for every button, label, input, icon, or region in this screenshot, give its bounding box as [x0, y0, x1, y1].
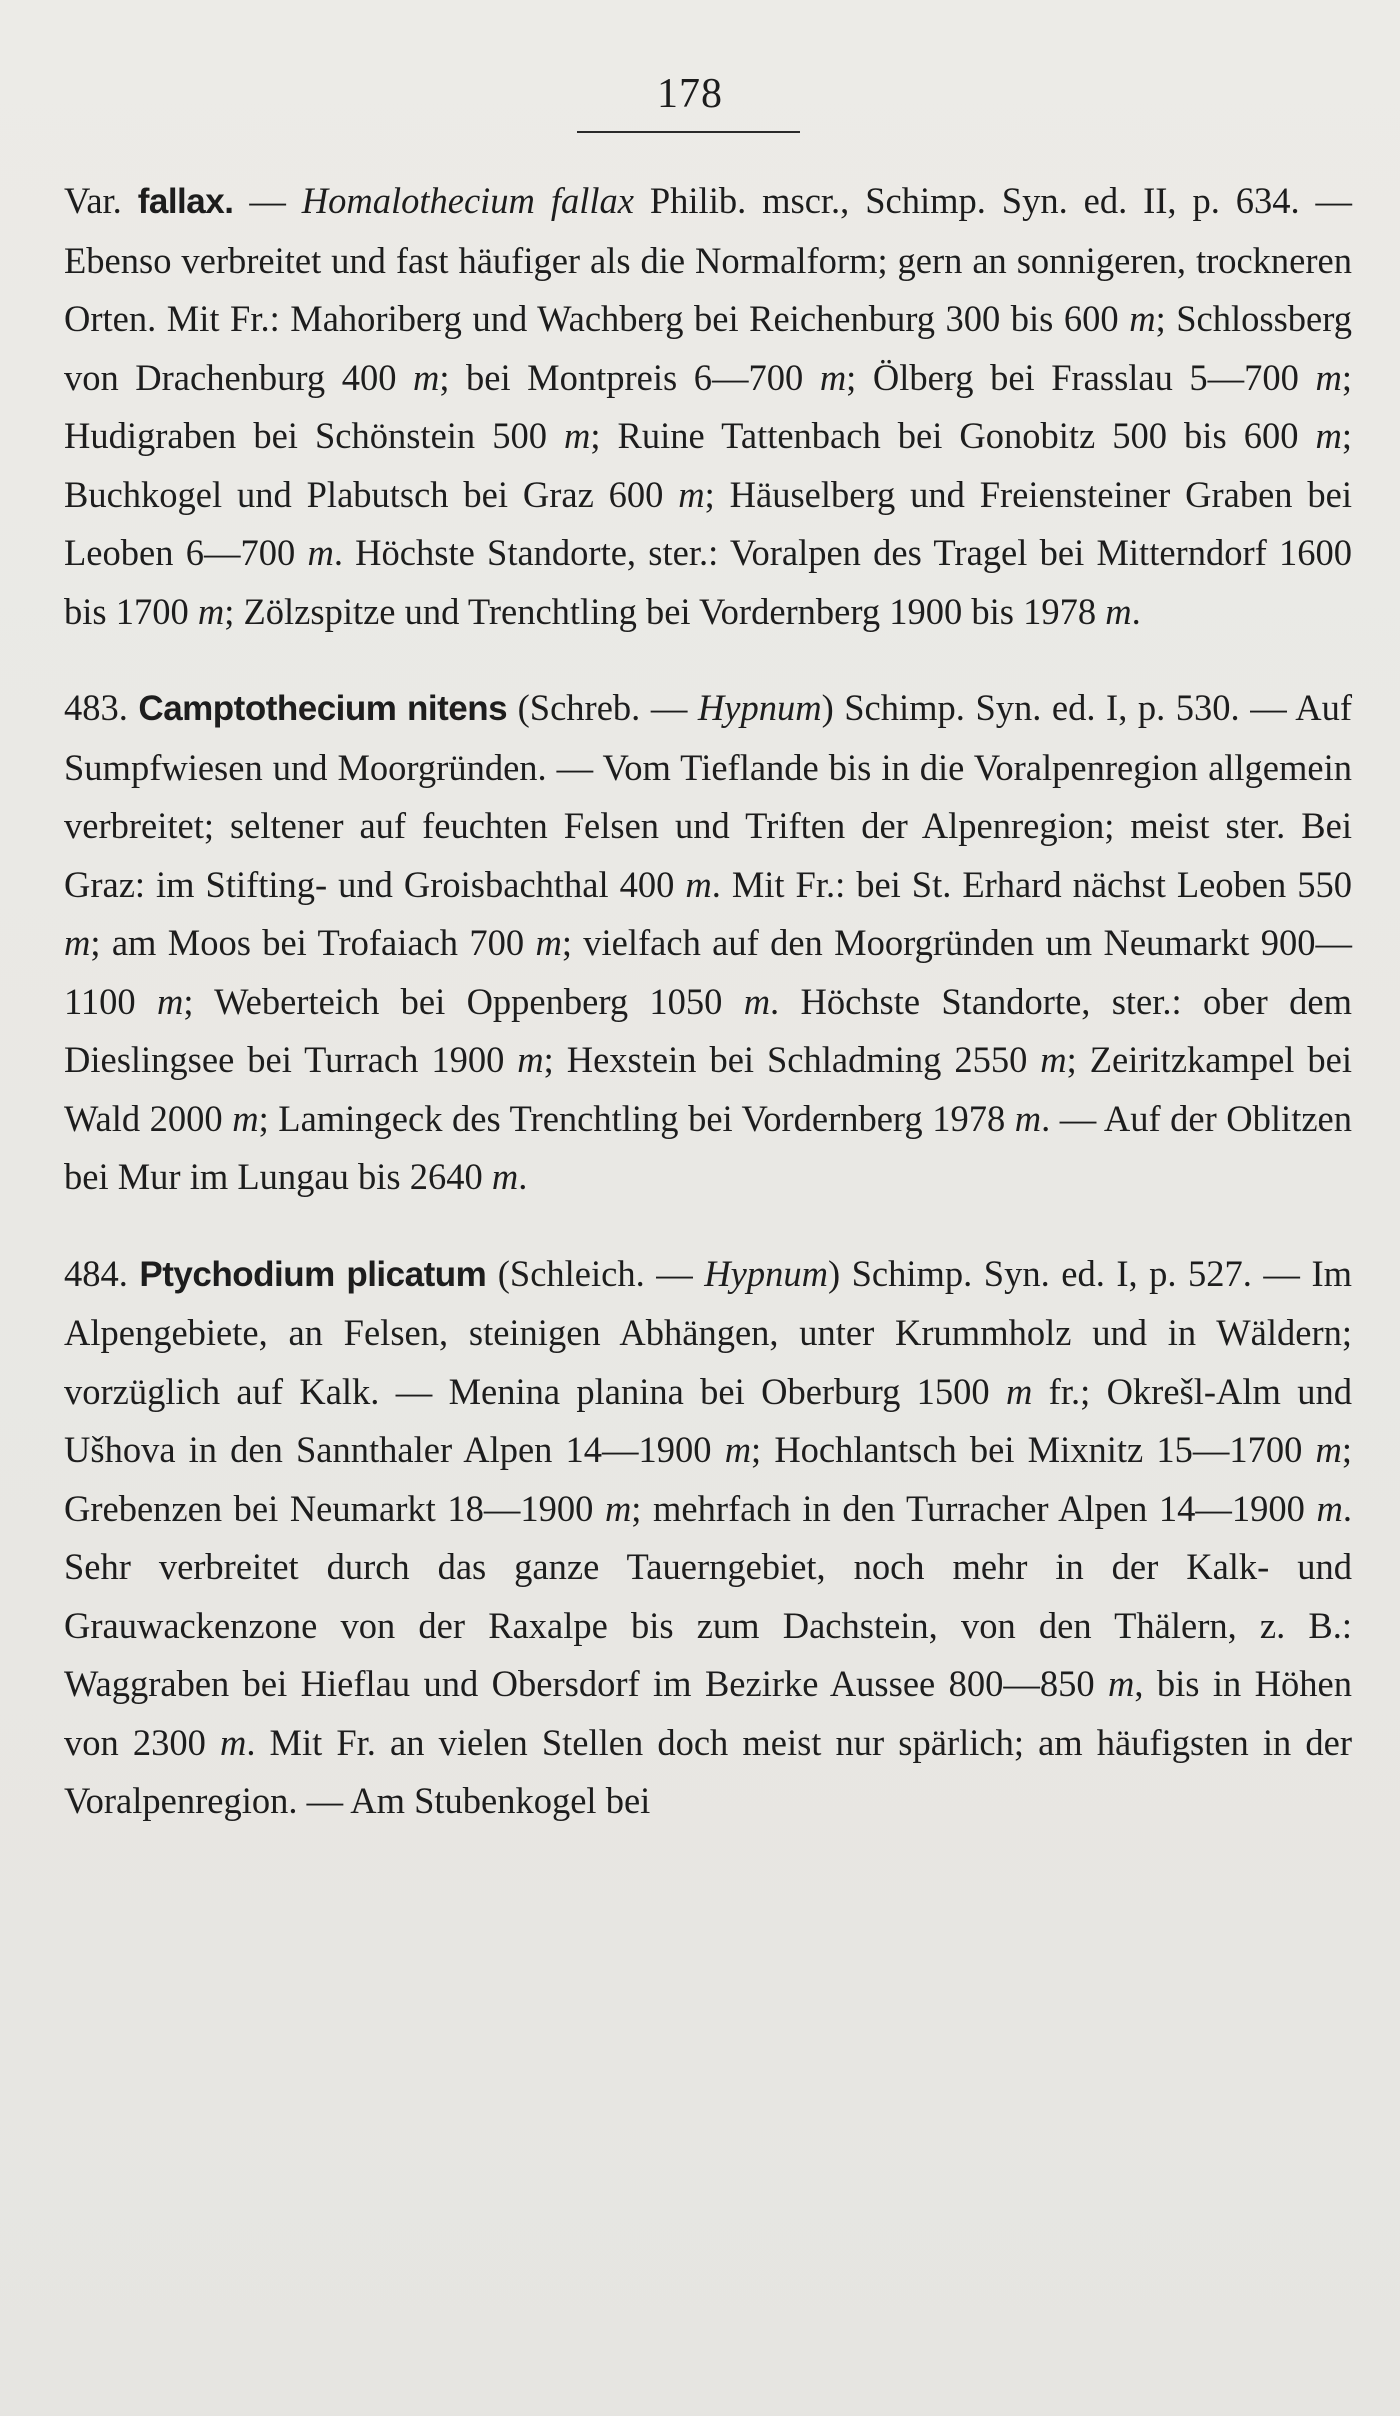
italic-run: Homalothecium fallax — [301, 180, 634, 221]
italic-run: m — [1005, 1370, 1033, 1412]
italic-run: m — [564, 415, 591, 456]
text-run: . — [1131, 590, 1141, 632]
text-run: ; Ruine Tattenbach bei Gonobitz 500 bis 600 — [590, 415, 1316, 456]
italic-run: m — [724, 1429, 752, 1470]
italic-run: m — [1040, 1039, 1067, 1080]
italic-run: m — [517, 1039, 544, 1080]
text-run: ; Hexstein bei Schladming 2550 — [543, 1039, 1041, 1080]
italic-run: Hypnum — [704, 1252, 828, 1294]
text-run: . Sehr verbreitet durch das ganze Tauerngebiet, noch mehr in der Kalk- und Grauwackenzone von der Raxalpe bis zum Dachstein, von den Thälern, z. B.: Waggraben bei Hieflau und Obersdorf im Bezirke Aussee 800—850 — [64, 1487, 1352, 1704]
text-run: fr.; Okrešl-Alm und Ušhova in den Sannthaler Alpen 14—1900 — [64, 1370, 1353, 1470]
italic-run: m — [491, 1156, 519, 1197]
entry-484 — [64, 1245, 1352, 1831]
italic-run: m — [219, 1721, 247, 1763]
italic-run: m — [685, 863, 712, 905]
italic-run: m — [1129, 298, 1156, 339]
italic-run: m — [1316, 1487, 1343, 1529]
text-run: ; Häuselberg und Freiensteiner Graben bei Leoben 6—700 — [64, 473, 1352, 573]
text-run: ; Hochlantsch bei Mixnitz 15—1700 — [751, 1429, 1316, 1470]
text-run: — — [233, 180, 302, 221]
italic-run: m — [678, 473, 705, 515]
text-run: ; Ölberg bei Frasslau 5—700 — [846, 356, 1316, 398]
text-run: ; am Moos bei Trofaiach 700 — [90, 922, 536, 963]
taxon-name: Ptychodium plicatum — [139, 1254, 487, 1294]
text-column — [64, 172, 1352, 1831]
text-run: . Höchste Standorte, ster.: Voralpen des Tragel bei Mitterndorf 1600 bis 1700 — [64, 532, 1352, 632]
entry-body — [64, 180, 1352, 632]
text-run: ) Schimp. Syn. ed. I, p. 530. — Auf Sumpfwiesen und Moorgründen. — Vom Tieflande bis in die Voralpenregion allgemein verbreitet; seltener auf feuchten Felsen und Triften der Alpenregion; meist ster. Bei Graz: im Stifting- und Groisbachthal 400 — [64, 687, 1353, 905]
text-run: ; mehrfach in den Turracher Alpen 14—1900 — [631, 1487, 1317, 1529]
entry-483 — [64, 679, 1352, 1207]
entry-var-fallax — [64, 172, 1352, 641]
text-run: ; Buchkogel und Plabutsch bei Graz 600 — [64, 415, 1353, 515]
text-run: . — Auf der Oblitzen bei Mur im Lungau bis 2640 — [64, 1097, 1352, 1197]
entry-number: 483. — [64, 687, 128, 728]
entry-label: Var. — [64, 180, 122, 221]
header-rule — [577, 131, 800, 133]
italic-run: m — [156, 980, 184, 1022]
italic-run: Hypnum — [697, 687, 822, 728]
italic-run: m — [64, 922, 91, 963]
italic-run: m — [197, 590, 225, 632]
text-run: ; Zeiritzkampel bei Wald 2000 — [64, 1039, 1352, 1139]
italic-run: m — [1315, 415, 1342, 456]
italic-run: m — [604, 1487, 632, 1529]
italic-run: m — [232, 1097, 259, 1139]
italic-run: m — [307, 532, 334, 573]
text-run: . — [518, 1156, 528, 1197]
italic-run: m — [743, 980, 771, 1022]
text-run: Philib. mscr., Schimp. Syn. ed. II, p. 634. — Ebenso verbreitet und fast häufiger als die Normalform; gern an sonnigeren, trockneren Orten. Mit Fr.: Mahoriberg und Wachberg bei Reichenburg 300 bis 600 — [64, 180, 1353, 339]
italic-run: m — [1108, 1663, 1135, 1704]
text-run: ; vielfach auf den Moorgründen um Neumarkt 900—1100 — [64, 922, 1352, 1022]
italic-run: m — [1105, 590, 1132, 632]
text-run: . Höchste Standorte, ster.: ober dem Dieslingsee bei Turrach 1900 — [64, 980, 1352, 1080]
text-run: ; Weberteich bei Oppenberg 1050 — [183, 980, 744, 1022]
entry-body — [64, 1253, 1352, 1822]
page-number: 178 — [657, 71, 723, 117]
text-run: ; Grebenzen bei Neumarkt 18—1900 — [64, 1429, 1352, 1529]
italic-run: m — [413, 356, 440, 398]
italic-run: m — [535, 922, 562, 963]
italic-run: m — [819, 356, 847, 398]
text-run: , bis in Höhen von 2300 — [64, 1663, 1352, 1763]
entry-body — [64, 687, 1352, 1197]
text-run: ) Schimp. Syn. ed. I, p. 527. — Im Alpengebiete, an Felsen, steinigen Abhängen, unter Krummholz und in Wäldern; vorzüglich auf Kalk. — Menina planina bei Oberburg 1500 — [64, 1252, 1352, 1412]
italic-run: m — [1014, 1097, 1042, 1139]
entry-number: 484. — [64, 1252, 128, 1294]
text-run: . Mit Fr. an vielen Stellen doch meist nur spärlich; am häufigsten in der Voralpenregion. — Am Stubenkogel bei — [64, 1721, 1352, 1821]
text-run: ; Lamingeck des Trenchtling bei Vordernberg 1978 — [258, 1097, 1015, 1139]
taxon-name: fallax. — [137, 182, 234, 221]
text-run: ; Schlossberg von Drachenburg 400 — [64, 298, 1353, 398]
text-run: . Mit Fr.: bei St. Erhard nächst Leoben 550 — [711, 863, 1352, 905]
taxon-name: Camptothecium nitens — [138, 689, 508, 728]
text-run: ; Hudigraben bei Schönstein 500 — [64, 356, 1352, 456]
italic-run: m — [1315, 356, 1342, 398]
text-run: (Schreb. — — [507, 687, 698, 728]
italic-run: m — [1315, 1429, 1342, 1470]
text-run: (Schleich. — — [486, 1252, 705, 1294]
text-run: ; Zölzspitze und Trenchtling bei Vordernberg 1900 bis 1978 — [224, 590, 1106, 632]
text-run: ; bei Montpreis 6—700 — [439, 356, 820, 398]
